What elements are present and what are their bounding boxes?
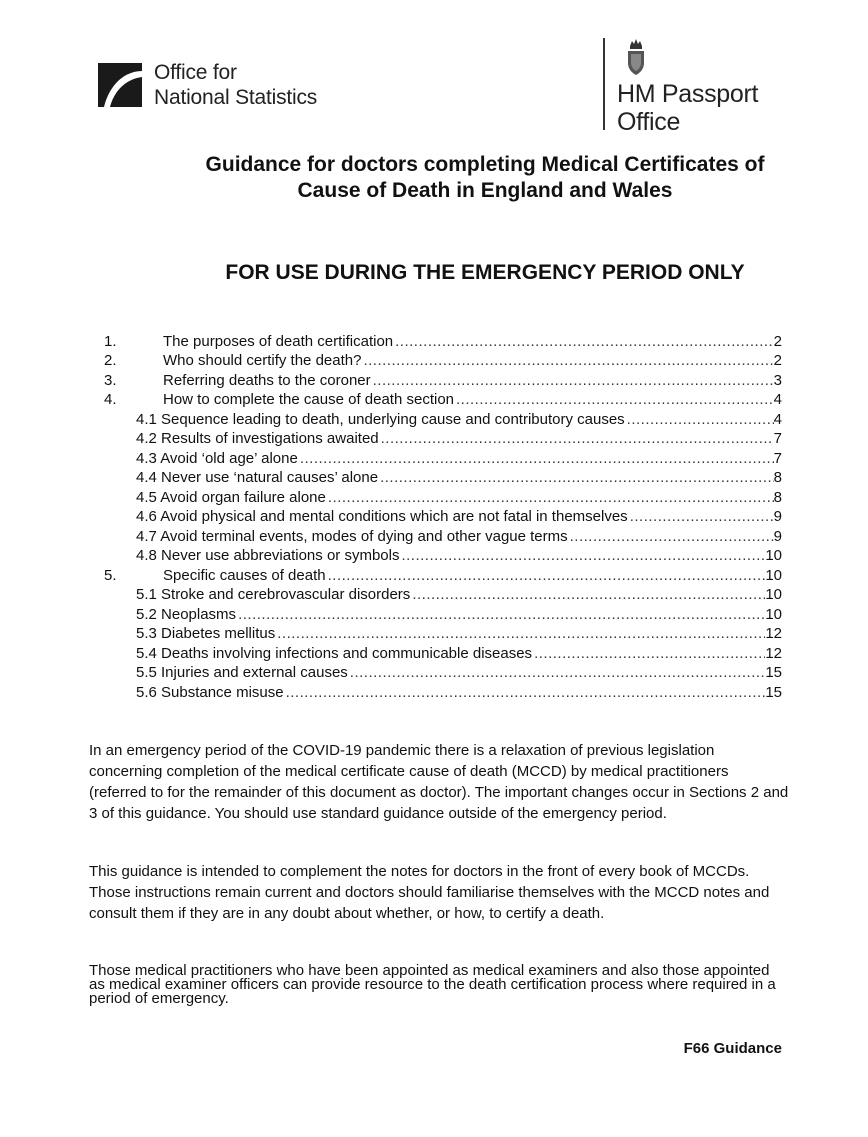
toc-page-number: 10	[765, 586, 782, 603]
toc-number: 5.	[104, 566, 117, 584]
toc-row[interactable]	[100, 663, 782, 683]
toc-row[interactable]	[100, 585, 782, 605]
toc-page-number: 15	[765, 664, 782, 681]
toc-leader-dots	[350, 664, 766, 682]
toc-row[interactable]	[100, 351, 782, 371]
toc-leader-dots	[328, 489, 774, 507]
hmpo-logo	[603, 38, 758, 136]
toc-leader-dots	[238, 606, 765, 624]
toc-leader-dots	[401, 547, 765, 565]
hmpo-logo-line2: Office	[617, 108, 681, 136]
royal-crest-icon	[621, 38, 651, 78]
toc-number: 3.	[104, 371, 117, 389]
toc-row[interactable]	[100, 526, 782, 546]
toc-page-number: 9	[773, 508, 782, 525]
toc-title: 4.5 Avoid organ failure alone	[136, 488, 326, 506]
toc-title: 5.6 Substance misuse	[136, 683, 284, 701]
toc-title: 5.2 Neoplasms	[136, 605, 237, 623]
document-title: Guidance for doctors completing Medical Certificates of Cause of Death in England and Wales	[205, 153, 765, 202]
toc-page-number: 8	[773, 469, 782, 486]
toc-title: 4.1 Sequence leading to death, underlying cause and contributory causes	[136, 410, 625, 428]
guidance-paragraph: This guidance is intended to complement the notes for doctors in the front of every book of MCCDs. Those instructions remain current and doctors should familiarise themselves with the MCCD notes and consult them if they are in any doubt about whether, or how, to certify a death.	[89, 863, 770, 922]
toc-page-number: 4	[773, 391, 782, 408]
toc-page-number: 10	[765, 566, 782, 584]
toc-row[interactable]	[100, 370, 782, 390]
medical-examiners-paragraph: Those medical practitioners who have been appointed as medical examiners and also those appointed as medical examiner officers can provide resource to the death certification process where required in a period of emergency.	[89, 962, 776, 1007]
toc-page-number: 7	[773, 449, 782, 467]
toc-page-number: 2	[773, 352, 782, 369]
toc-row[interactable]	[100, 409, 782, 429]
toc-leader-dots	[381, 430, 774, 448]
toc-page-number: 15	[765, 683, 782, 701]
toc-leader-dots	[412, 586, 765, 604]
toc-row[interactable]	[100, 565, 782, 585]
toc-page-number: 2	[773, 332, 782, 350]
toc-leader-dots	[277, 625, 765, 643]
toc-page-number: 12	[765, 625, 782, 642]
toc-leader-dots	[534, 645, 765, 663]
toc-page-number: 9	[773, 527, 782, 545]
toc-title: 4.3 Avoid ‘old age’ alone	[136, 449, 298, 467]
ons-logo	[96, 60, 317, 110]
toc-row[interactable]	[100, 390, 782, 410]
toc-row[interactable]	[100, 604, 782, 624]
ons-logo-line1: Office for	[154, 61, 237, 84]
toc-row[interactable]	[100, 487, 782, 507]
toc-leader-dots	[395, 333, 774, 351]
ons-logo-icon	[96, 61, 144, 109]
toc-row[interactable]	[100, 448, 782, 468]
toc-number: 2.	[104, 352, 117, 369]
toc-row[interactable]	[100, 468, 782, 488]
toc-leader-dots	[570, 528, 774, 546]
toc-title: 5.3 Diabetes mellitus	[136, 625, 276, 642]
toc-page-number: 10	[765, 547, 782, 564]
toc-row[interactable]	[100, 682, 782, 702]
toc-title: 4.8 Never use abbreviations or symbols	[136, 547, 400, 564]
toc-number: 1.	[104, 332, 117, 350]
ons-logo-text	[154, 60, 317, 110]
toc-number: 4.	[104, 391, 117, 408]
toc-leader-dots	[630, 508, 774, 526]
toc-row[interactable]	[100, 643, 782, 663]
toc-page-number: 10	[765, 605, 782, 623]
toc-page-number: 4	[773, 410, 782, 428]
toc-title: 5.4 Deaths involving infections and communicable diseases	[136, 644, 533, 662]
table-of-contents	[100, 331, 782, 702]
toc-leader-dots	[300, 450, 774, 468]
toc-leader-dots	[363, 352, 773, 370]
toc-page-number: 7	[773, 430, 782, 447]
toc-page-number: 12	[765, 644, 782, 662]
toc-title: 5.5 Injuries and external causes	[136, 664, 348, 681]
toc-title: 5.1 Stroke and cerebrovascular disorders	[136, 586, 411, 603]
toc-page-number: 3	[773, 371, 782, 389]
footer-document-code: F66 Guidance	[683, 1040, 782, 1057]
toc-title: 4.6 Avoid physical and mental conditions which are not fatal in themselves	[136, 508, 628, 525]
toc-title: Specific causes of death	[163, 566, 326, 584]
toc-leader-dots	[328, 567, 766, 585]
toc-title: Referring deaths to the coroner	[163, 371, 371, 389]
ons-logo-line2: National Statistics	[154, 86, 318, 109]
hmpo-logo-line1: HM Passport	[617, 80, 759, 108]
toc-leader-dots	[286, 684, 766, 702]
toc-row[interactable]	[100, 429, 782, 449]
toc-row[interactable]	[100, 507, 782, 527]
hmpo-divider	[603, 38, 605, 130]
toc-leader-dots	[627, 411, 774, 429]
toc-row[interactable]	[100, 624, 782, 644]
toc-leader-dots	[456, 391, 774, 409]
toc-title: Who should certify the death?	[163, 352, 362, 369]
intro-paragraph: In an emergency period of the COVID-19 pandemic there is a relaxation of previous legislation concerning completion of the medical certificate cause of death (MCCD) by medical practitioners (referred to for the remainder of this document as doctor). The important changes occur in Sections 2 and 3 of this guidance. You should use standard guidance outside of the emergency period.	[89, 742, 789, 822]
toc-leader-dots	[380, 469, 774, 487]
toc-title: 4.4 Never use ‘natural causes’ alone	[136, 469, 379, 486]
toc-row[interactable]	[100, 331, 782, 351]
toc-title: 4.7 Avoid terminal events, modes of dying and other vague terms	[136, 527, 568, 545]
toc-title: 4.2 Results of investigations awaited	[136, 430, 379, 447]
document-subtitle: FOR USE DURING THE EMERGENCY PERIOD ONLY	[225, 261, 745, 284]
toc-title: The purposes of death certification	[163, 332, 394, 350]
toc-row[interactable]	[100, 546, 782, 566]
toc-leader-dots	[373, 372, 774, 390]
toc-title: How to complete the cause of death section	[163, 391, 455, 408]
toc-page-number: 8	[773, 488, 782, 506]
